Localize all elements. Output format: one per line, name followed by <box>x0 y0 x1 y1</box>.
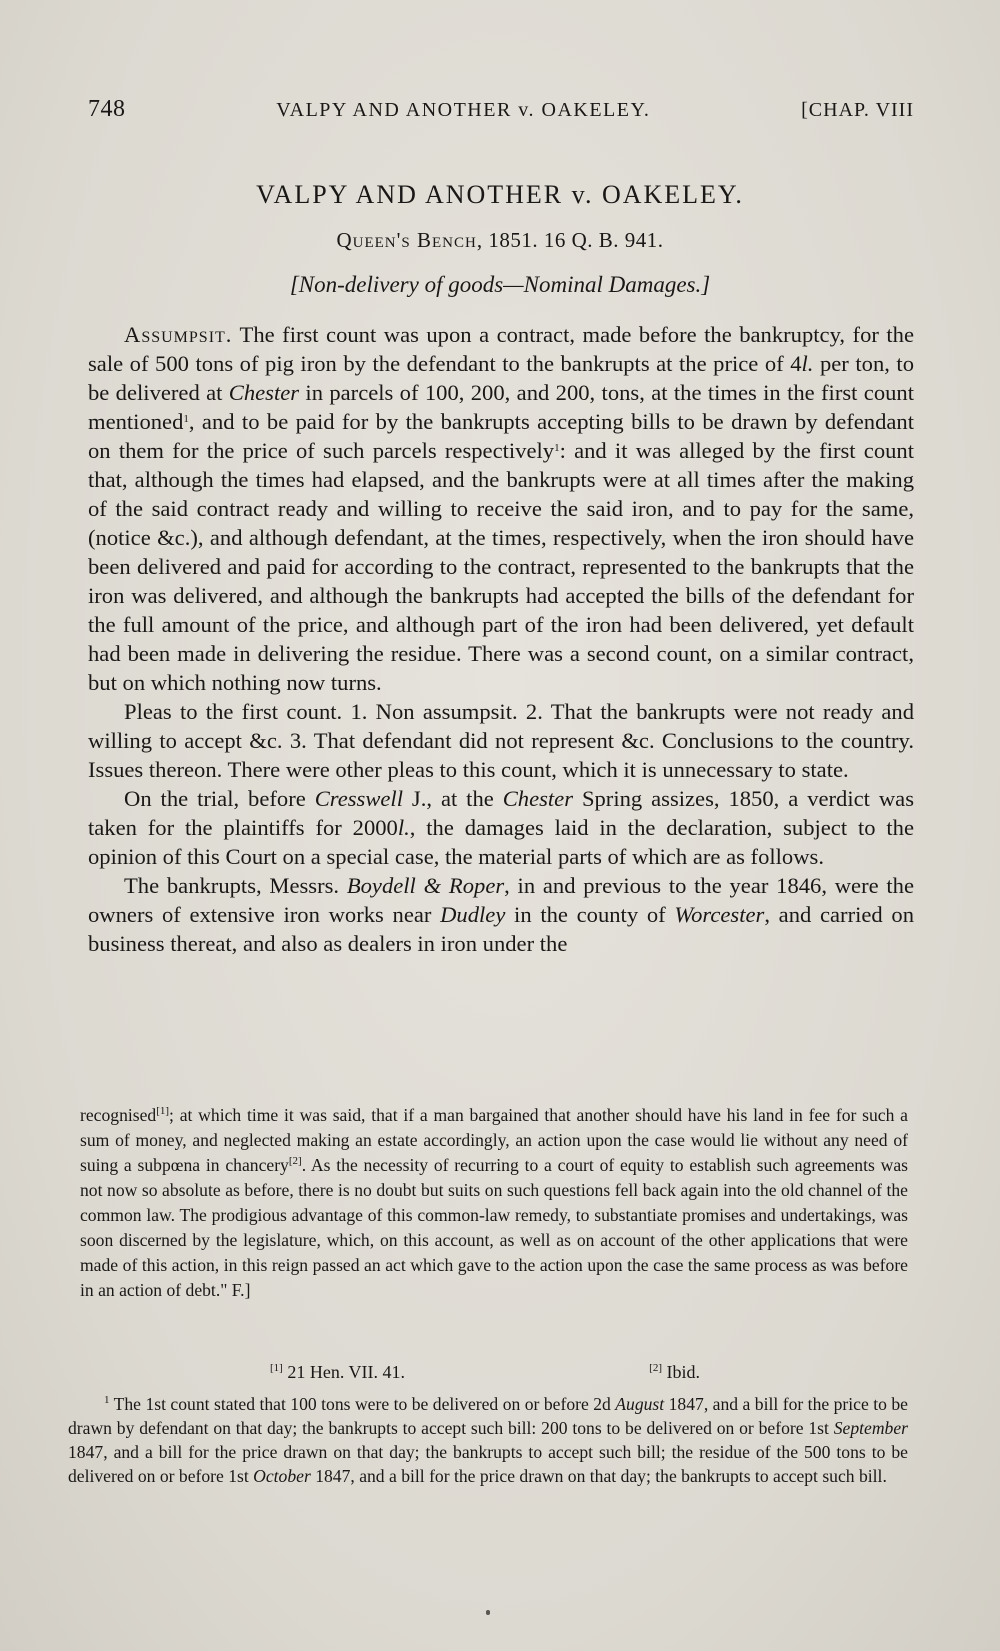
reference-mark: [1] <box>270 1362 283 1374</box>
running-head <box>88 96 914 123</box>
assumpsit-lead: Assumpsit. <box>124 322 233 347</box>
text-span: in the county of <box>505 902 675 927</box>
chapter-label: [CHAP. VIII <box>801 99 914 121</box>
reference-list <box>270 1362 700 1383</box>
reference-text: 21 Hen. VII. 41. <box>282 1362 405 1382</box>
text-span: , the damages laid in the declaration, subject to the opinion of this Court on a special case, the material parts of which are as follows. <box>88 815 914 869</box>
paragraph-trial <box>88 784 914 871</box>
text-span: ; at which time it was said, that if a man bargained that another should have his land in fee for such a sum of money, and neglected making an estate accordingly, an action upon the case would lie without any need of suing a subpœna in chancery <box>80 1105 908 1175</box>
firm-name: Boydell & Roper <box>346 873 505 898</box>
month-name: September <box>833 1418 908 1438</box>
footnote-text <box>68 1392 908 1488</box>
pound-abbrev: l. <box>397 815 410 840</box>
text-span: recognised <box>80 1105 157 1125</box>
headnote: [Non-delivery of goods—Nominal Damages.] <box>289 272 711 297</box>
text-span: 1847, and a bill for the price drawn on that day; the bankrupts to accept such bill; the residue of the 500 tons to be delivered on or before 1st <box>68 1442 908 1486</box>
month-name: August <box>615 1394 665 1414</box>
text-span: Spring assizes, 1850, a verdict was taken for the plaintiffs for 2000 <box>88 786 914 840</box>
text-span: : and it was alleged by the first count that, although the times had elapsed, and the bankrupts were at all times after the making of the said contract ready and willing to receive the said iron, and to pay for the same, (notice &c.), and although defendant, at the times, respectively, when the iron should have been delivered and paid for according to the contract, represented to the bankrupts that the iron was delivered, and although the bankrupts had accepted the bills of the defendant for the full amount of the price, and although part of the iron had been delivered, yet default had been made in delivering the residue. There was a second count, on a similar contract, but on which nothing now turns. <box>88 438 914 695</box>
footnote <box>68 1392 908 1488</box>
paragraph-statement <box>88 320 914 697</box>
reference-mark: [1] <box>156 1105 170 1117</box>
court-citation <box>0 228 1000 253</box>
case-title: VALPY AND ANOTHER v. OAKELEY. <box>256 180 744 209</box>
month-name: October <box>253 1466 311 1486</box>
text-span: 1847, and a bill for the price to be drawn by defendant on that day; the bankrupts to accept such bill: 200 tons to be delivered on or before 1st <box>68 1394 908 1438</box>
reference-mark: [2] <box>288 1155 302 1167</box>
year-citation: , 1851. 16 Q. B. 941. <box>476 228 664 252</box>
page-number: 748 <box>88 96 126 122</box>
text-span: On the trial, before <box>124 786 315 811</box>
text-span: . As the necessity of recurring to a court of equity to establish such agreements was not now so absolute as before, there is no doubt but suits on such questions fell back again into the old channel of the common law. The prodigious advantage of this common-law remedy, to substantiate promises and undertakings, was soon discerned by the legislature, which, on this account, as well as on account of the other applications that were made of this action, in this reign passed an act which gave to the action upon the case the same process as was before in an action of debt." F.] <box>80 1155 909 1300</box>
pound-abbrev: l. <box>801 351 814 376</box>
text-span: The first count was upon a contract, made before the bankruptcy, for the sale of 500 tons of pig iron by the defendant to the bankrupts at the price of 4 <box>88 322 914 376</box>
paragraph-pleas: Pleas to the first count. 1. Non assumpsit. 2. That the bankrupts were not ready and willing to accept &c. 3. That defendant did not represent &c. Conclusions to the country. Issues thereon. There were other pleas to this count, which it is unnecessary to state. <box>88 699 914 782</box>
reference-mark: [2] <box>649 1362 662 1374</box>
text-span: per ton, to be delivered at <box>88 351 914 405</box>
text-span: 1847, and a bill for the price drawn on that day; the bankrupts to accept such bill. <box>310 1466 887 1486</box>
text-span: , in and previous to the year 1846, were the owners of extensive iron works near <box>88 873 914 927</box>
text-span: , and carried on business thereat, and also as dealers in iron under the <box>88 902 914 956</box>
editor-note <box>80 1103 908 1303</box>
text-span: in parcels of 100, 200, and 200, tons, at the times in the first count mentioned <box>88 380 914 434</box>
footnote-ref: 1 <box>554 442 560 454</box>
reference-2 <box>649 1362 700 1383</box>
ink-speck <box>486 1610 490 1615</box>
editor-note-text <box>80 1103 908 1303</box>
place-name: Chester <box>228 380 300 405</box>
court-name: Queen's Bench <box>336 228 477 252</box>
footnote-ref: 1 <box>183 413 189 425</box>
county-name: Worcester <box>674 902 765 927</box>
place-name: Dudley <box>440 902 506 927</box>
reference-text: Ibid. <box>662 1362 700 1382</box>
text-span: The bankrupts, Messrs. <box>124 873 347 898</box>
running-title: VALPY AND ANOTHER v. OAKELEY. <box>276 99 651 121</box>
text-span: J., at the <box>402 786 503 811</box>
reference-1 <box>270 1362 405 1383</box>
footnote-mark: 1 <box>104 1394 110 1406</box>
judge-name: Cresswell <box>314 786 403 811</box>
text-span: The 1st count stated that 100 tons were to be delivered on or before 2d <box>109 1394 616 1414</box>
place-name: Chester <box>502 786 574 811</box>
body-text <box>88 320 914 958</box>
text-span: , and to be paid for by the bankrupts accepting bills to be drawn by defendant on them for the price of such parcels respectively <box>88 409 914 463</box>
paragraph-facts <box>88 871 914 958</box>
